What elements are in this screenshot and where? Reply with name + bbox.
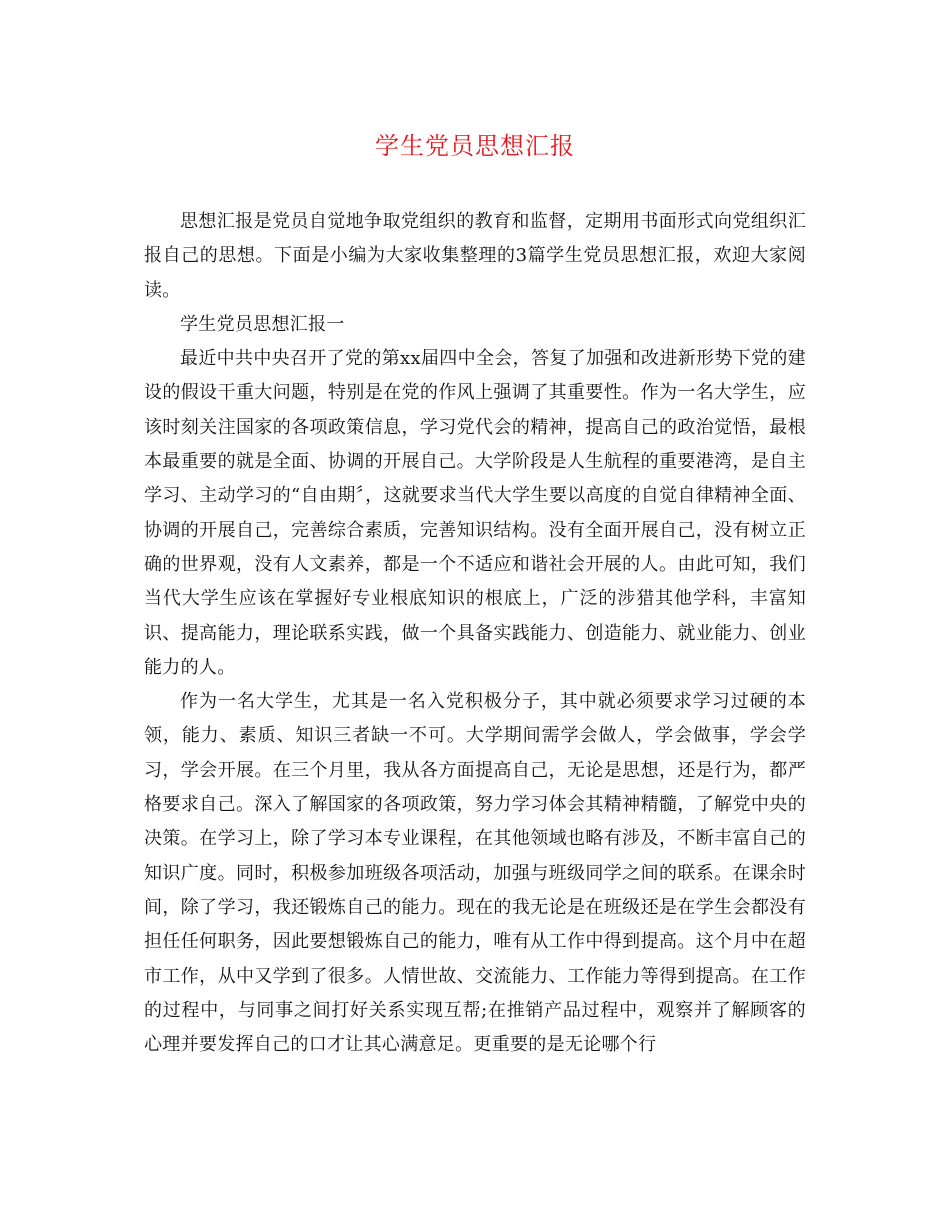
document-body [144, 205, 806, 1062]
document-title: 学生党员思想汇报 [375, 132, 575, 160]
body-paragraph: 作为一名大学生，尤其是一名入党积极分子，其中就必须要求学习过硬的本领，能力、素质、知识三者缺一不可。大学期间需学会做人，学会做事，学会学习，学会开展。在三个月里，我从各方面提高自己，无论是思想，还是行为，都严格要求自己。深入了解国家的各项政策，努力学习体会其精神精髓，了解党中央的决策。在学习上，除了学习本专业课程，在其他领域也略有涉及，不断丰富自己的知识广度。同时，积极参加班级各项活动，加强与班级同学之间的联系。在课余时间，除了学习，我还锻炼自己的能力。现在的我无论是在班级还是在学生会都没有担任任何职务，因此要想锻炼自己的能力，唯有从工作中得到提高。这个月中在超市工作，从中又学到了很多。人情世故、交流能力、工作能力等得到提高。在工作的过程中，与同事之间打好关系实现互帮;在推销产品过程中，观察并了解顾客的心理并要发挥自己的口才让其心满意足。更重要的是无论哪个行 [144, 691, 806, 1056]
body-paragraph: 最近中共中央召开了党的第xx届四中全会，答复了加强和改进新形势下党的建设的假设干重大问题，特别是在党的作风上强调了其重要性。作为一名大学生，应该时刻关注国家的各项政策信息，学习党代会的精神，提高自己的政治觉悟，最根本最重要的就是全面、协调的开展自己。大学阶段是人生航程的重要港湾，是自主学习、主动学习的“自由期〞，这就要求当代大学生要以高度的自觉自律精神全面、协调的开展自己，完善综合素质，完善知识结构。没有全面开展自己，没有树立正确的世界观，没有人文素养，都是一个不适应和谐社会开展的人。由此可知，我们当代大学生应该在掌握好专业根底知识的根底上，广泛的涉猎其他学科，丰富知识、提高能力，理论联系实践，做一个具备实践能力、创造能力、就业能力、创业能力的人。 [144, 348, 806, 678]
section-heading: 学生党员思想汇报一 [180, 313, 345, 335]
intro-paragraph: 思想汇报是党员自觉地争取党组织的教育和监督，定期用书面形式向党组织汇报自己的思想。下面是小编为大家收集整理的3篇学生党员思想汇报，欢迎大家阅读。 [144, 211, 806, 301]
